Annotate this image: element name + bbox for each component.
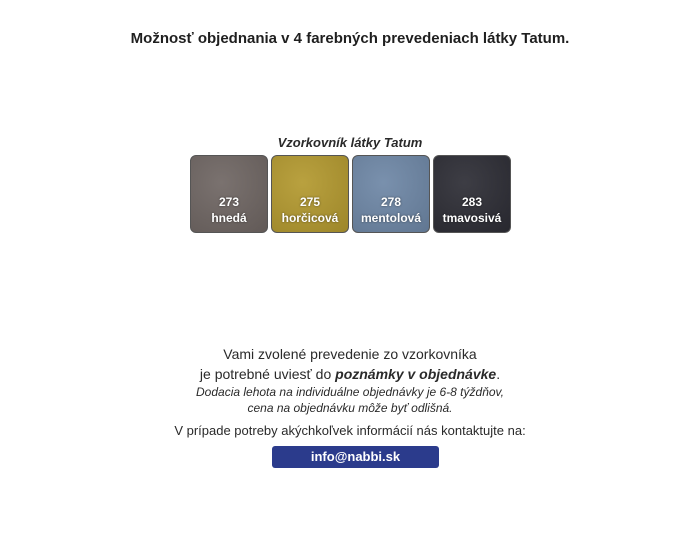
swatch-name: tmavosivá <box>442 211 502 225</box>
contact-line: V prípade potreby akýchkoľvek informácií nás kontaktujte na: <box>174 423 526 438</box>
swatch-code: 283 <box>461 195 483 209</box>
swatch-code: 278 <box>380 195 402 209</box>
swatch-name: mentolová <box>360 211 421 225</box>
swatch-code: 275 <box>299 195 321 209</box>
order-note-emphasis: poznámky v objednávke <box>335 366 497 382</box>
swatch-name: horčicová <box>281 211 339 225</box>
swatch-275 <box>271 155 349 233</box>
swatch-name: hnedá <box>211 211 247 225</box>
swatch-code: 273 <box>218 195 240 209</box>
swatch-278 <box>352 155 430 233</box>
info-line-2-prefix: je potrebné uviesť do <box>199 366 336 382</box>
email-contact-button[interactable]: info@nabbi.sk <box>272 446 439 468</box>
headline: Možnosť objednania v 4 farebných prevedeniach látky Tatum. <box>130 30 570 47</box>
info-block <box>0 344 700 440</box>
swatch-title: Vzorkovník látky Tatum <box>277 135 423 150</box>
price-note: cena na objednávku môže byť odlišná. <box>247 401 453 415</box>
swatch-row <box>190 155 511 233</box>
info-line-1: Vami zvolené prevedenie zo vzorkovníka <box>223 346 477 362</box>
delivery-note: Dodacia lehota na individuálne objednávky je 6-8 týždňov, <box>196 385 504 399</box>
info-line-2-suffix: . <box>496 366 501 382</box>
info-line-2 <box>0 364 700 384</box>
swatch-273 <box>190 155 268 233</box>
swatch-283 <box>433 155 511 233</box>
